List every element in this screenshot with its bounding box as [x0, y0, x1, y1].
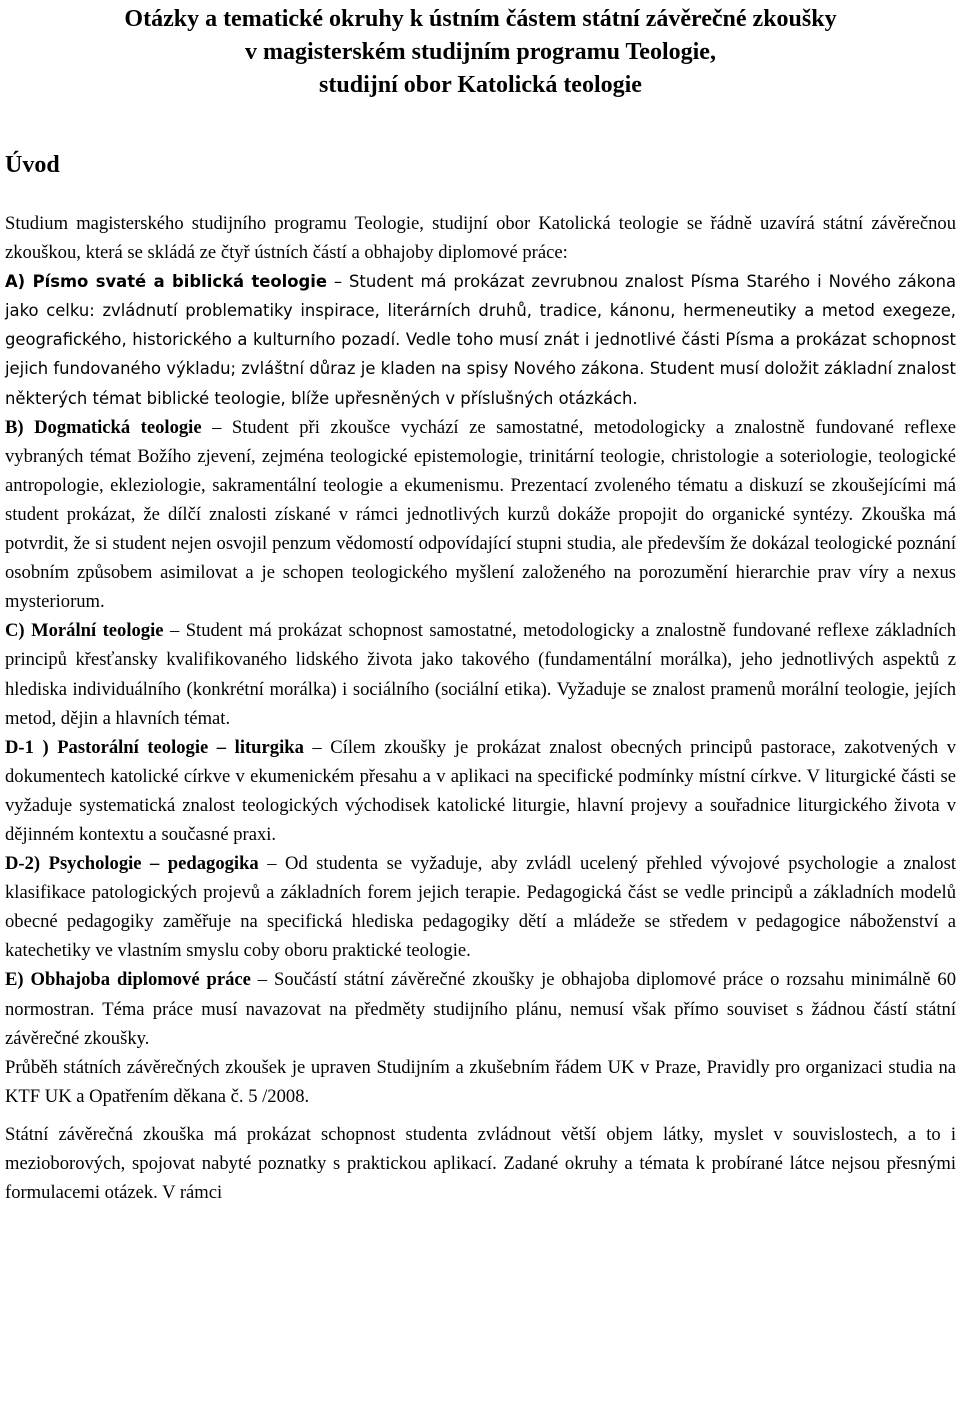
section-a	[5, 267, 956, 412]
section-d2	[5, 849, 956, 965]
document-body	[5, 209, 956, 1207]
section-d1-heading: D-1 ) Pastorální teologie – liturgika	[5, 736, 304, 758]
section-c-heading: C) Morální teologie	[5, 620, 164, 642]
section-b-text: – Student při zkoušce vychází ze samostatné, metodologicky a znalostně fundované reflexe vybraných témat Božího zjevení, zejména teologické epistemologie, trinitární teologie, christologie a soteriologie, teologické antropologie, ekleziologie, sakramentální teologie a ekumenismu. Prezentací zvoleného tématu a diskuzí se zkoušejícími má student prokázat, že dílčí znalosti získané v rámci jednotlivých kurzů dokáže propojit do organické syntézy. Zkouška má potvrdit, že si student nejen osvojil penzum vědomostí odpovídající stupni studia, ale především že dokázal teologické poznání osobním způsobem asimilovat a je schopen teologického myšlení založeného na porozumění hierarchie prav víry a nexus mysteriorum.	[5, 416, 956, 613]
section-d2-heading: D-2) Psychologie – pedagogika	[5, 853, 259, 875]
page-title	[5, 0, 956, 102]
closing-paragraph: Státní závěrečná zkouška má prokázat schopnost studenta zvládnout větší objem látky, myslet v souvislostech, a to i mezioborových, spojovat nabyté poznatky s praktickou aplikací. Zadané okruhy a témata k probírané látce nejsou přesnými formulacemi otázek. V rámci	[5, 1123, 956, 1204]
section-c-text: – Student má prokázat schopnost samostatné, metodologicky a znalostně fundované reflexe základních principů křesťansky kvalifikovaného lidského života jako takového (fundamentální morálka), jeho jednotlivých aspektů z hlediska individuálního (konkrétní morálka) i sociálního (sociální etika). Vyžaduje se znalost pramenů morální teologie, jejích metod, dějin a hlavních témat.	[5, 620, 957, 729]
section-b	[5, 413, 956, 617]
section-d1	[5, 733, 956, 849]
section-e-text: – Součástí státní závěrečné zkoušky je obhajoba diplomové práce o rozsahu minimálně 60 normostran. Téma práce musí navazovat na předměty studijního plánu, nemusí však přímo souviset s žádnou částí státní závěrečné zkoušky.	[5, 969, 956, 1049]
title-line-1: Otázky a tematické okruhy k ústním částem státní závěrečné zkoušky	[124, 6, 837, 32]
intro-paragraph: Studium magisterského studijního programu Teologie, studijní obor Katolická teologie se řádně uzavírá státní závěrečnou zkouškou, která se skládá ze čtyř ústních částí a obhajoby diplomové práce:	[5, 213, 956, 264]
section-d2-text: – Od studenta se vyžaduje, aby zvládl ucelený přehled vývojové psychologie a znalost klasifikace patologických projevů a základních forem jejich terapie. Pedagogická část se vedle principů a základních modelů obecné pedagogiky zaměřuje na specifická hlediska pedagogiky dětí a mládeže se středem v pedagogice náboženství a katechetiky ve vlastním smyslu coby oboru praktické teologie.	[5, 853, 956, 962]
section-heading: Úvod	[5, 152, 60, 178]
title-line-3: studijní obor Katolická teologie	[319, 72, 642, 98]
section-d1-text: – Cílem zkoušky je prokázat znalost obecných principů pastorace, zakotvených v dokumentech katolické církve v ekumenickém přesahu a v aplikaci na specifické podmínky místní církve. V liturgické části se vyžaduje systematická znalost teologických východisek katolické liturgie, hlavní projevy a souřadnice liturgického života v dějinném kontextu a současné praxi.	[5, 736, 956, 845]
section-b-heading: B) Dogmatická teologie	[5, 416, 202, 438]
title-line-2: v magisterském studijním programu Teologie,	[245, 39, 716, 65]
section-a-text: – Student má prokázat zevrubnou znalost Písma Starého i Nového zákona jako celku: zvládnutí problematiky inspirace, literárních druhů, tradice, kánonu, hermeneutiky a metod exegeze, geografického, historického a kulturního pozadí. Vedle toho musí znát i jednotlivé části Písma a prokázat schopnost jejich fundovaného výkladu; zvláštní důraz je kladen na spisy Nového zákona. Student musí doložit základní znalost některých témat biblické teologie, blíže upřesněných v příslušných otázkách.	[5, 272, 956, 408]
regulation-paragraph: Průběh státních závěrečných zkoušek je upraven Studijním a zkušebním řádem UK v Praze, Pravidly pro organizaci studia na KTF UK a Opatřením děkana č. 5 /2008.	[5, 1056, 956, 1107]
section-e	[5, 965, 956, 1052]
section-c	[5, 616, 956, 732]
section-a-heading: A) Písmo svaté a biblická teologie	[5, 272, 328, 292]
section-e-heading: E) Obhajoba diplomové práce	[5, 969, 251, 991]
